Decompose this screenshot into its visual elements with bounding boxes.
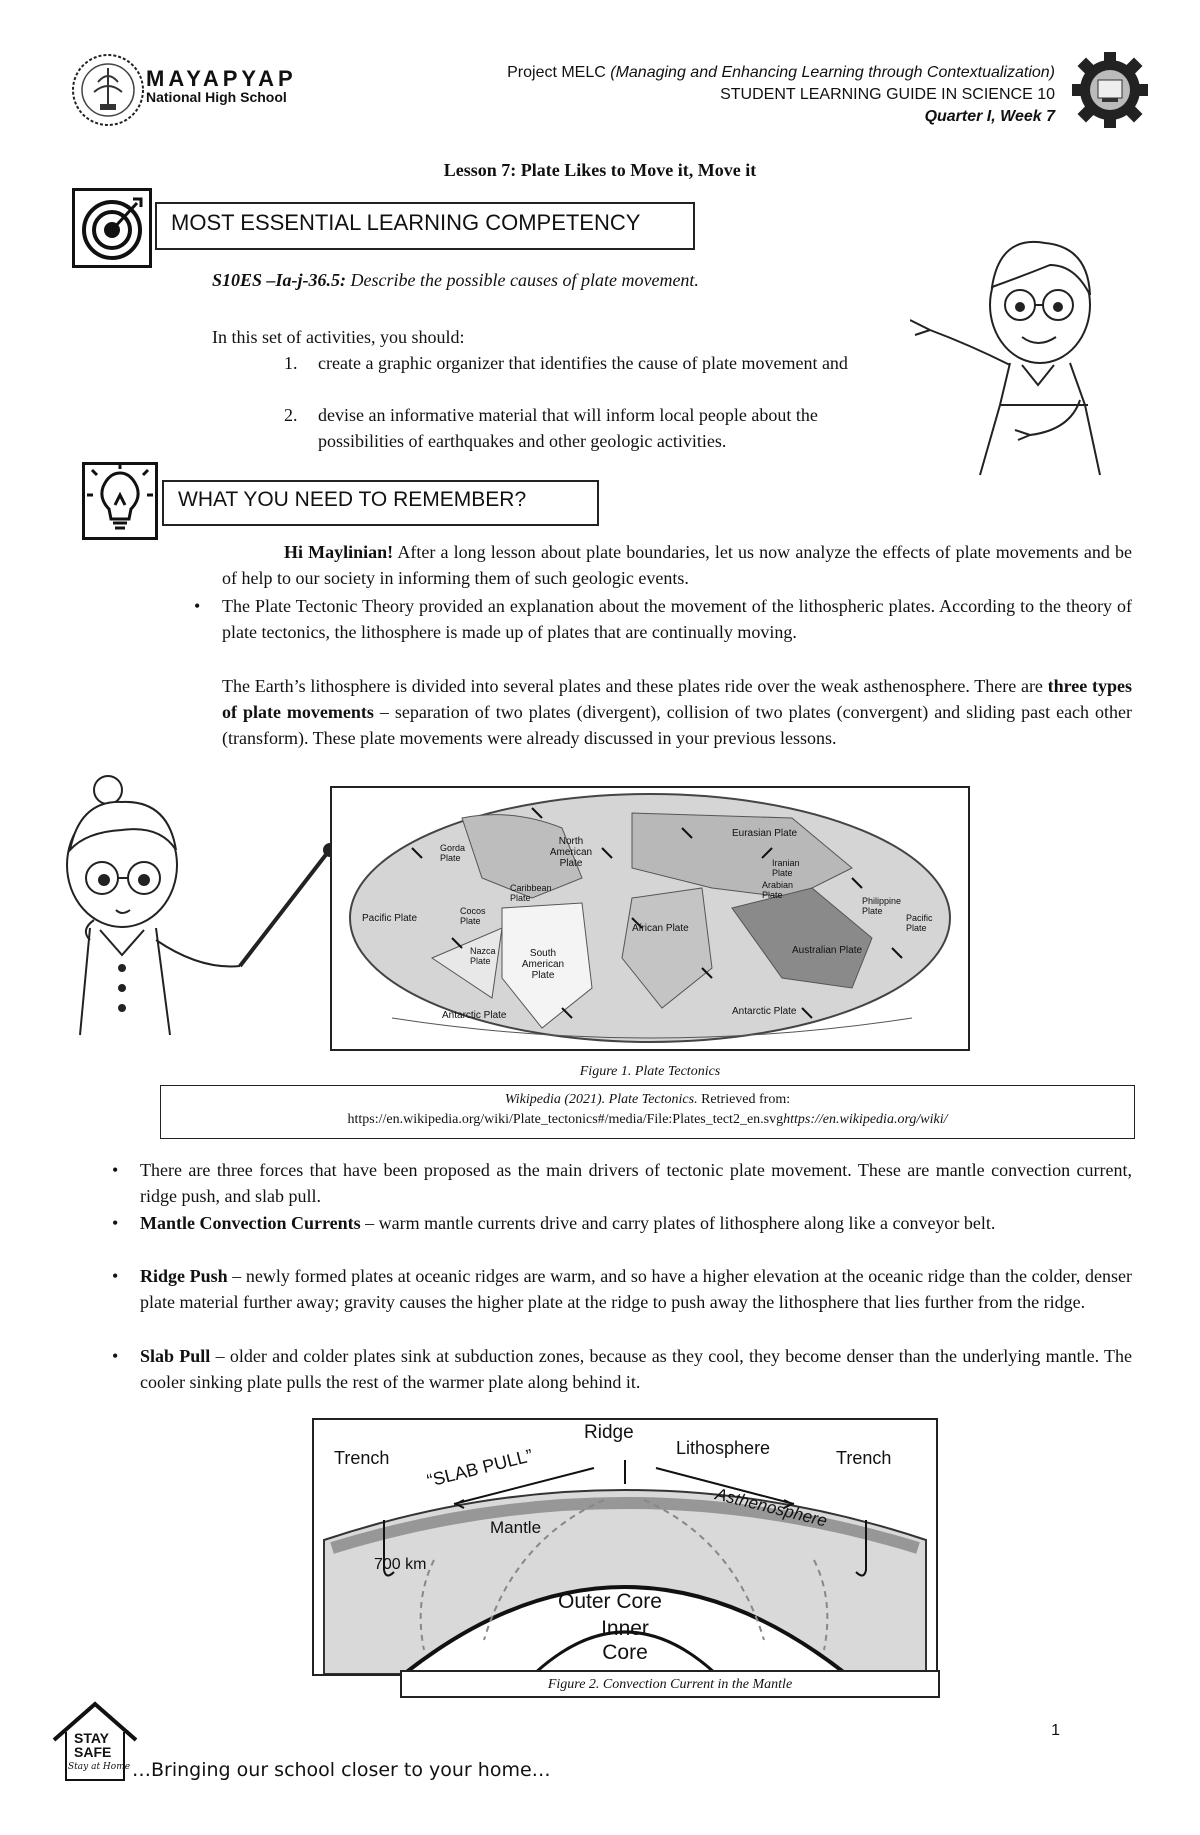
- safe-label: SAFE: [74, 1744, 112, 1760]
- map-label-pacific-left: Pacific Plate: [362, 913, 418, 924]
- girl-teacher-illustration: [60, 770, 360, 1040]
- figure-1-caption: Figure 1. Plate Tectonics: [579, 1064, 721, 1079]
- gear-logo-icon: [1070, 50, 1150, 130]
- map-label-pacific-right: Pacific Plate: [906, 913, 933, 933]
- boy-teacher-illustration: [910, 225, 1130, 480]
- diagram-label-asthenosphere: Asthenosphere: [713, 1484, 830, 1531]
- greeting-paragraph: Hi Maylinian! After a long lesson about plate boundaries, let us now analyze the effects of plate movements and be of help to our society in informing them of such geologic events.: [222, 542, 1132, 588]
- map-label-north-american: North American Plate: [549, 836, 593, 869]
- diagram-label-inner-core: Inner Core: [601, 1617, 649, 1664]
- map-label-antarctic-right: Antarctic Plate: [732, 1006, 797, 1017]
- map-label-gorda: Gorda Plate: [440, 843, 466, 863]
- diagram-label-lithosphere: Lithosphere: [676, 1438, 771, 1458]
- map-label-iranian: Iranian Plate: [772, 858, 800, 878]
- stay-safe-house-icon: [50, 1700, 140, 1786]
- diagram-label-trench-left: Trench: [334, 1448, 390, 1468]
- map-label-nazca: Nazca Plate: [470, 946, 496, 966]
- objectives-intro: In this set of activities, you should:: [212, 327, 465, 347]
- citation-link-2[interactable]: https://en.wikipedia.org/wiki/: [783, 1112, 948, 1127]
- map-label-south-american: South American Plate: [521, 948, 565, 981]
- plate-movements-paragraph: The Earth’s lithosphere is divided into several plates and these plates ride over the weak asthenosphere. There are three types of plate movements – separation of two plates (divergent), collision of two plates (convergent) and sliding past each other (transform). These plate movements were already discussed in your previous lessons.: [222, 676, 1132, 748]
- page-number: 1: [1051, 1722, 1060, 1739]
- ridge-push-bullet: • Ridge Push – newly formed plates at oceanic ridges are warm, and so have a higher elevation at the oceanic ridge than the colder, denser plate material further away; gravity causes the higher plate at the ridge to push away the lithosphere that lies further from the ridge.: [140, 1263, 1132, 1315]
- school-logo: [70, 52, 146, 128]
- plate-tectonics-map: [330, 786, 970, 1051]
- convection-current-diagram: [312, 1418, 938, 1676]
- figure-1-citation: Wikipedia (2021). Plate Tectonics. Retrieved from: https://en.wikipedia.org/wiki/Plate_tectonics#/media/File:Plates_tect2_en.svghttps://en.wikipedia.org/wiki/: [160, 1085, 1135, 1139]
- quarter-week: Quarter I, Week 7: [924, 108, 1055, 125]
- footer-tagline: …Bringing our school closer to your home…: [132, 1759, 551, 1781]
- guide-title: STUDENT LEARNING GUIDE IN SCIENCE 10: [720, 86, 1055, 103]
- map-label-antarctic-left: Antarctic Plate: [442, 1010, 507, 1021]
- slab-pull-bullet: • Slab Pull – older and colder plates sink at subduction zones, because as they cool, they become denser than the underlying mantle. The cooler sinking plate pulls the rest of the warmer plate along behind it.: [140, 1343, 1132, 1395]
- stay-label: STAY: [74, 1730, 110, 1746]
- objective-1: 1. create a graphic organizer that identifies the cause of plate movement and: [284, 353, 848, 373]
- project-title: Project MELC (Managing and Enhancing Learning through Contextualization): [507, 64, 1055, 81]
- figure-2-caption: Figure 2. Convection Current in the Mantle: [400, 1670, 940, 1698]
- diagram-label-outer-core: Outer Core: [558, 1590, 662, 1613]
- competency-banner: MOST ESSENTIAL LEARNING COMPETENCY: [155, 202, 695, 250]
- stay-at-home-label: Stay at Home: [68, 1762, 131, 1772]
- lightbulb-icon: [82, 462, 158, 540]
- remember-banner: WHAT YOU NEED TO REMEMBER?: [162, 480, 599, 526]
- diagram-label-trench-right: Trench: [836, 1448, 892, 1468]
- citation-link[interactable]: https://en.wikipedia.org/wiki/Plate_tectonics#/media/File:Plates_tect2_en.svg: [347, 1112, 784, 1127]
- map-label-philippine: Philippine Plate: [862, 896, 902, 916]
- diagram-label-ridge: Ridge: [584, 1422, 634, 1443]
- diagram-label-slab-pull: “SLAB PULL”: [425, 1445, 535, 1491]
- lesson-title: Lesson 7: Plate Likes to Move it, Move it: [443, 160, 757, 180]
- map-label-eurasian: Eurasian Plate: [732, 828, 798, 839]
- competency-statement: S10ES –Ia-j-36.5: Describe the possible causes of plate movement.: [212, 270, 699, 290]
- plate-tectonic-theory-bullet: • The Plate Tectonic Theory provided an explanation about the movement of the lithospheric plates. According to the theory of plate tectonics, the lithosphere is made up of plates that are continually moving.: [222, 593, 1132, 645]
- forces-intro-bullet: • There are three forces that have been proposed as the main drivers of tectonic plate movement. These are mantle convection current, ridge push, and slab pull.: [140, 1157, 1132, 1209]
- mantle-convection-bullet: • Mantle Convection Currents – warm mantle currents drive and carry plates of lithosphere along like a conveyor belt.: [140, 1210, 1132, 1236]
- target-icon: [72, 188, 152, 268]
- map-label-australian: Australian Plate: [792, 945, 863, 956]
- school-subtitle: National High School: [146, 89, 287, 105]
- map-label-arabian: Arabian Plate: [762, 880, 794, 900]
- map-label-caribbean: Caribbean Plate: [510, 883, 552, 903]
- map-label-cocos: Cocos Plate: [460, 906, 486, 926]
- map-label-african: African Plate: [632, 923, 689, 934]
- diagram-label-mantle: Mantle: [490, 1518, 542, 1537]
- diagram-label-depth: 700 km: [374, 1556, 427, 1573]
- school-name: MAYAPYAP: [146, 66, 297, 91]
- objective-2: 2. devise an informative material that will inform local people about the possibilities of earthquakes and other geologic activities.: [284, 405, 818, 451]
